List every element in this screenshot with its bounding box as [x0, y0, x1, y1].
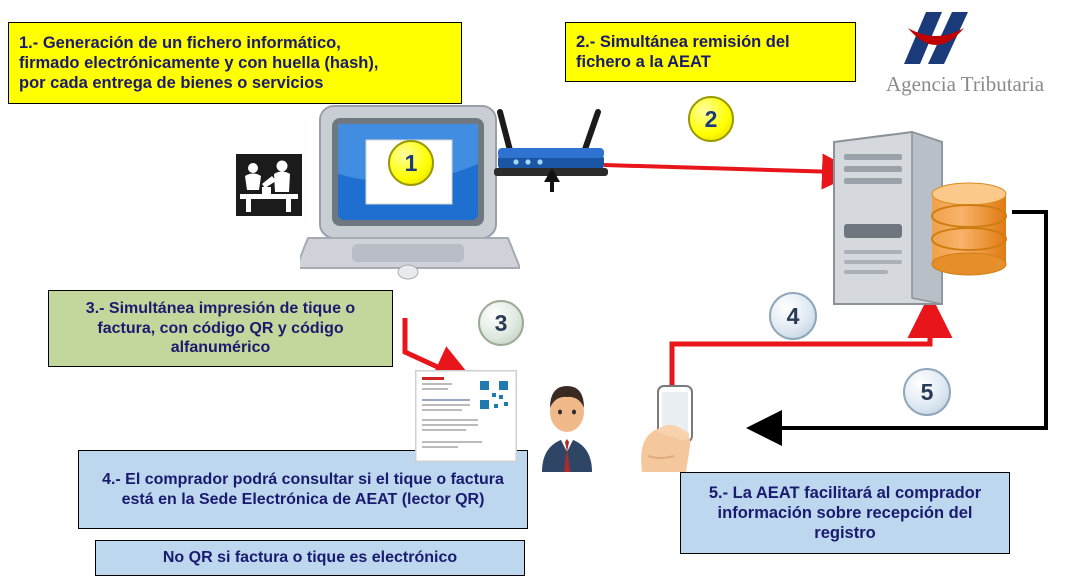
callout-box-3 — [48, 290, 393, 367]
callout-box-1-line-2: firmado electrónicamente y con huella (hash), — [19, 53, 379, 72]
callout-box-3-line-2: factura, con código QR y código — [97, 319, 344, 337]
callout-box-2-line-1: 2.- Simultánea remisión del — [576, 32, 790, 51]
callout-box-3-line-1: 3.- Simultánea impresión de tique o — [85, 300, 356, 318]
agencia-tributaria-logo — [870, 8, 1060, 108]
step-badge-3 — [478, 300, 524, 346]
qr-code-icon — [478, 379, 510, 411]
callout-box-5 — [680, 472, 1010, 554]
shop-counter-pictogram-icon — [236, 154, 302, 216]
buyer-person-icon — [520, 382, 615, 472]
wifi-router-icon — [486, 104, 616, 194]
callout-box-1 — [8, 22, 462, 104]
callout-box-4-line-2: factura está en la Sede Electrónica de AEAT — [121, 470, 504, 508]
callout-box-2 — [565, 22, 856, 82]
step-badge-5-label: 5 — [920, 378, 934, 405]
callout-box-6 — [95, 540, 525, 576]
step-badge-1 — [388, 140, 434, 186]
hand-holding-phone-icon — [612, 382, 722, 474]
callout-box-5-line-2: comprador información sobre — [717, 483, 982, 522]
callout-box-4-line-3: (lector QR) — [401, 490, 485, 508]
step-badge-4-label: 4 — [786, 302, 800, 329]
arrow-router-to-server — [604, 165, 838, 172]
callout-box-4-line-1: 4.- El comprador podrá consultar si el tique o — [102, 470, 447, 488]
callout-box-1-line-1: 1.- Generación de un fichero informático, — [19, 33, 341, 52]
logo-text: Agencia Tributaria — [885, 72, 1045, 96]
invoice-ticket-icon — [415, 370, 517, 462]
database-cylinder-icon — [928, 182, 1010, 278]
step-badge-3-label: 3 — [494, 309, 508, 336]
step-badge-5 — [903, 368, 951, 416]
callout-box-6-line-1: No QR si factura o tique es electrónico — [162, 549, 458, 567]
step-badge-4 — [769, 292, 817, 340]
step-badge-1-label: 1 — [404, 149, 418, 176]
step-badge-2 — [688, 96, 734, 142]
callout-box-3-line-3: alfanumérico — [170, 339, 271, 357]
callout-box-2-line-2: fichero a la AEAT — [576, 53, 711, 71]
step-badge-2-label: 2 — [704, 105, 718, 132]
arrow-laptop-to-ticket — [405, 318, 455, 375]
callout-box-5-line-1: 5.- La AEAT facilitará al — [708, 483, 891, 502]
callout-box-1-line-3: por cada entrega de bienes o servicios — [19, 74, 324, 93]
callout-box-5-line-3: recepción del registro — [814, 503, 973, 543]
